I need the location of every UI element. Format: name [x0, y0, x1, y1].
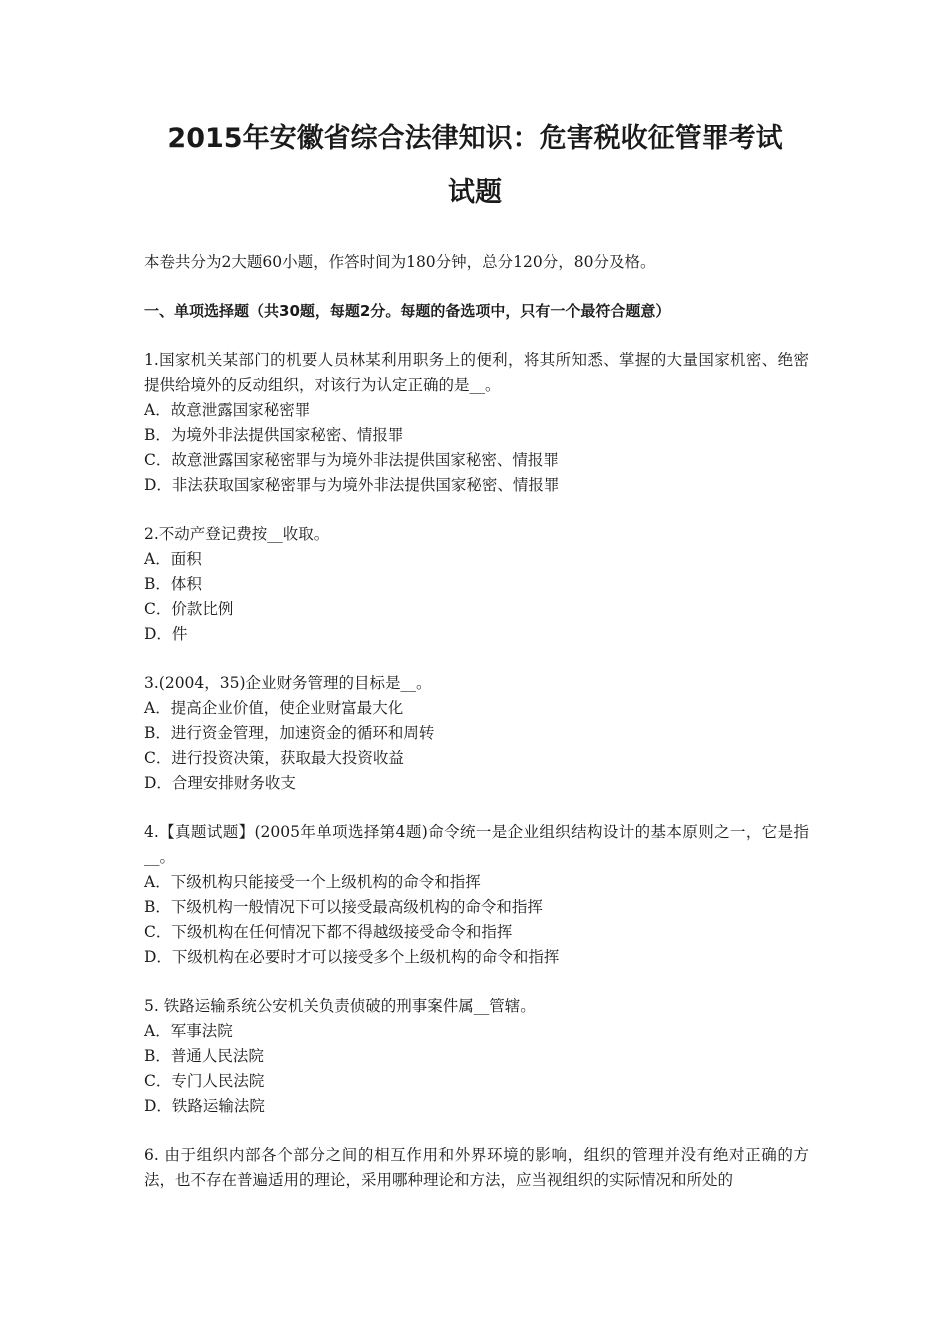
- answer-option: D．铁路运输法院: [144, 1097, 265, 1115]
- question-item: [144, 994, 809, 1119]
- answer-option: B．为境外非法提供国家秘密、情报罪: [144, 426, 404, 444]
- answer-option: B．进行资金管理，加速资金的循环和周转: [144, 724, 435, 742]
- answer-option: C．故意泄露国家秘密罪与为境外非法提供国家秘密、情报罪: [144, 451, 559, 469]
- question-stem: 3.(2004，35)企业财务管理的目标是__。: [144, 674, 432, 692]
- answer-option: C．专门人民法院: [144, 1072, 265, 1090]
- answer-option: B．普通人民法院: [144, 1047, 264, 1065]
- question-item: [144, 348, 809, 498]
- answer-option: D．下级机构在必要时才可以接受多个上级机构的命令和指挥: [144, 948, 560, 966]
- answer-option: D．件: [144, 625, 188, 643]
- answer-option: A．下级机构只能接受一个上级机构的命令和指挥: [144, 873, 481, 891]
- answer-option: A．提高企业价值，使企业财富最大化: [144, 699, 404, 717]
- question-item: [144, 671, 809, 796]
- question-list: [144, 348, 809, 1193]
- question-stem: 6. 由于组织内部各个部分之间的相互作用和外界环境的影响，组织的管理并没有绝对正确的方法，也不存在普遍适用的理论，采用哪种理论和方法，应当视组织的实际情况和所处的: [144, 1146, 809, 1189]
- question-item: [144, 522, 809, 647]
- answer-option: C．进行投资决策，获取最大投资收益: [144, 749, 404, 767]
- document-body: [144, 250, 809, 1217]
- question-stem: 2.不动产登记费按__收取。: [144, 525, 330, 543]
- answer-option: A．面积: [144, 550, 202, 568]
- answer-option: A．军事法院: [144, 1022, 233, 1040]
- section-heading: 一、单项选择题（共30题，每题2分。每题的备选项中，只有一个最符合题意）: [144, 302, 671, 320]
- answer-option: C．价款比例: [144, 600, 234, 618]
- question-item: [144, 1143, 809, 1193]
- answer-option: A．故意泄露国家秘密罪: [144, 401, 311, 419]
- answer-option: D．合理安排财务收支: [144, 774, 296, 792]
- answer-option: C．下级机构在任何情况下都不得越级接受命令和指挥: [144, 923, 513, 941]
- exam-intro: 本卷共分为2大题60小题，作答时间为180分钟，总分120分，80分及格。: [144, 253, 656, 271]
- answer-option: B．下级机构一般情况下可以接受最高级机构的命令和指挥: [144, 898, 543, 916]
- title-line-1: 2015年安徽省综合法律知识：危害税收征管罪考试: [167, 123, 783, 154]
- question-stem: 5. 铁路运输系统公安机关负责侦破的刑事案件属__管辖。: [144, 997, 536, 1015]
- document-title: [120, 112, 830, 220]
- question-stem: 4.【真题试题】(2005年单项选择第4题)命令统一是企业组织结构设计的基本原则之一，它是指__。: [144, 823, 809, 866]
- title-line-2: 试题: [448, 177, 502, 208]
- question-item: [144, 820, 809, 970]
- question-stem: 1.国家机关某部门的机要人员林某利用职务上的便利，将其所知悉、掌握的大量国家机密、绝密提供给境外的反动组织，对该行为认定正确的是__。: [144, 351, 809, 394]
- answer-option: D．非法获取国家秘密罪与为境外非法提供国家秘密、情报罪: [144, 476, 560, 494]
- answer-option: B．体积: [144, 575, 202, 593]
